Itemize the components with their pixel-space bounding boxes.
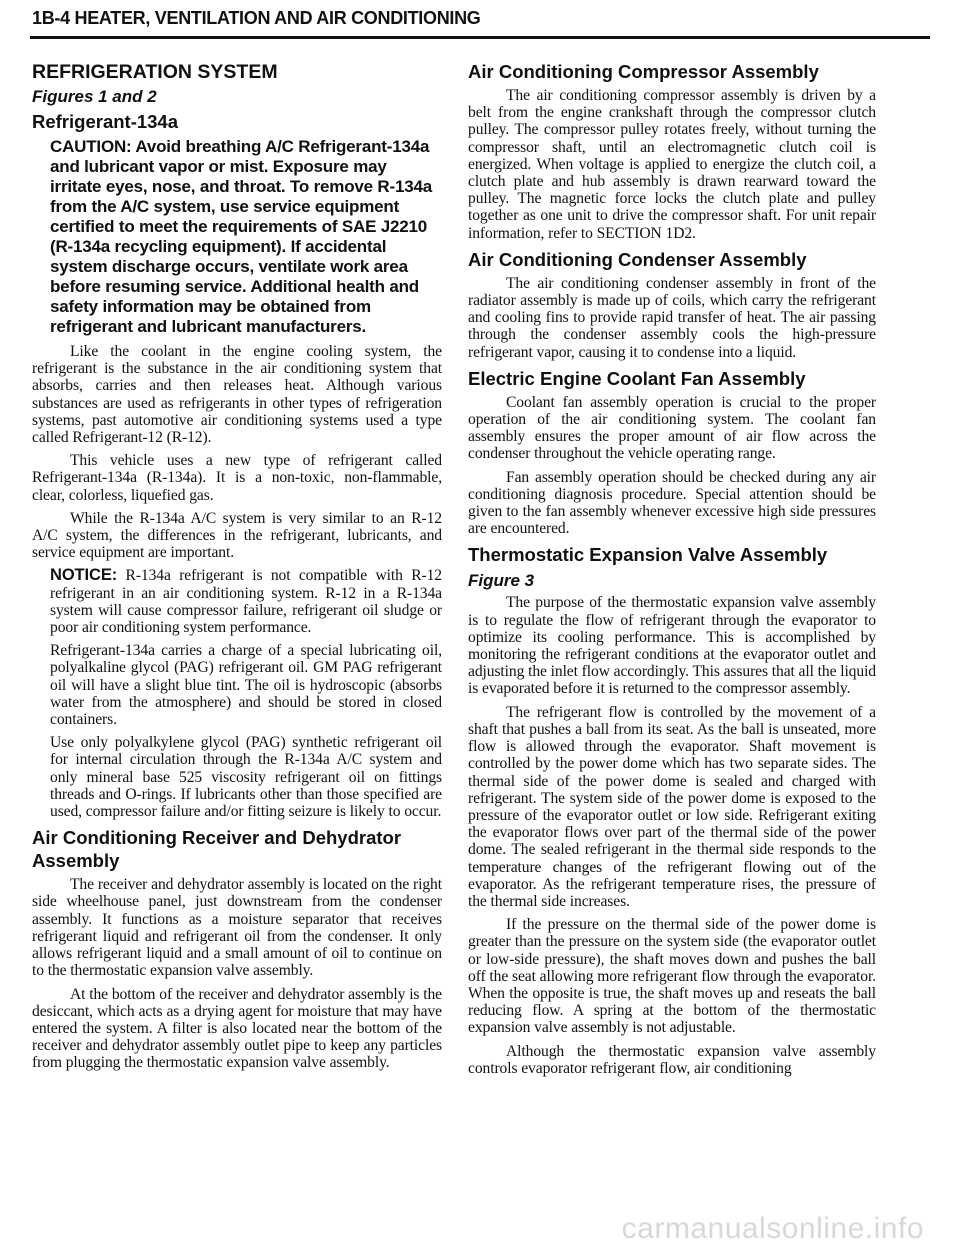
notice-label: NOTICE:: [50, 566, 118, 585]
paragraph-condenser: The air conditioning condenser assembly in front of the radiator assembly is made up of coils, which carry the refrigerant and cooling fins to provide rapid transfer of heat. The air passing through the condenser assembly cools the high-pressure refrigerant vapor, causing it to condense into a liquid.: [468, 274, 876, 361]
right-column: [468, 60, 876, 1083]
subsection-title-refrigerant-134a: Refrigerant-134a: [32, 111, 179, 132]
paragraph-pag-oil: Refrigerant-134a carries a charge of a special lubricating oil, polyalkaline glycol (PAG) refrigerant oil. GM PAG refrigerant oil will have a slight blue tint. The oil is hydroscopic (absorbs water from the atmosphere) and should be stored in closed containers.: [50, 642, 442, 729]
figure-3-reference: Figure 3: [468, 571, 535, 591]
paragraph-fan-check: Fan assembly operation should be checked during any air conditioning diagnosis procedure. Special attention should be given to the fan assembly whenever excessive high side pressures are encountered.: [468, 468, 876, 538]
paragraph-fan-operation: Coolant fan assembly operation is crucial to the proper operation of the air conditioning system. The coolant fan assembly ensures the proper amount of air flow across the condenser throughout the vehicle operating range.: [468, 393, 876, 463]
page-header-title: 1B-4 HEATER, VENTILATION AND AIR CONDITIONING: [32, 8, 481, 28]
section-title-compressor: Air Conditioning Compressor Assembly: [468, 61, 819, 82]
notice-paragraph: [50, 567, 442, 636]
paragraph-oil-usage: Use only polyalkylene glycol (PAG) synthetic refrigerant oil for internal circulation through the R-134a A/C system and only mineral base 525 viscosity refrigerant oil on fittings threads and O-rings. If lubricants other than those specified are used, compressor failure and/or fitting seizure is likely to occur.: [50, 734, 442, 821]
paragraph-refrigerant-intro: Like the coolant in the engine cooling system, the refrigerant is the substance in the air conditioning system that absorbs, carries and then releases heat. Although various substances are used as refrigerants in other types of refrigeration systems, past automotive air conditioning systems used a type called Refrigerant-12 (R-12).: [32, 343, 442, 447]
section-title-receiver-dehydrator: Air Conditioning Receiver and Dehydrator Assembly: [32, 827, 402, 872]
paragraph-valve-control: Although the thermostatic expansion valve assembly controls evaporator refrigerant flow, air conditioning: [468, 1042, 876, 1077]
notice-text: R-134a refrigerant is not compatible with R-12 refrigerant in an air conditioning system. R-12 in a R-134a system will cause compressor failure, refrigerant oil sludge or poor air conditioning system performance.: [50, 567, 442, 637]
figures-reference: Figures 1 and 2: [32, 87, 157, 106]
section-title-expansion-valve: Thermostatic Expansion Valve Assembly: [468, 544, 828, 566]
section-title-refrigeration-system: REFRIGERATION SYSTEM: [32, 61, 278, 83]
paragraph-compressor: The air conditioning compressor assembly is driven by a belt from the engine crankshaft through the compressor clutch pulley. The compressor pulley rotates freely, without turning the compressor shaft, until an electromagnetic clutch coil is energized. When voltage is applied to energize the clutch coil, a clutch plate and hub assembly is drawn rearward toward the pulley. The magnetic force locks the clutch plate and pulley together as one unit to drive the compressor shaft. For unit repair information, refer to SECTION 1D2.: [468, 87, 876, 242]
paragraph-valve-pressure: If the pressure on the thermal side of the power dome is greater than the pressure on the system side (the evaporator outlet or low-side pressure), the shaft moves down and pushes the ball off the seat allowing more refrigerant flow through the evaporator. When the opposite is true, the shaft moves up and reseats the ball reducing flow. A spring at the bottom of the thermostatic expansion valve assembly is not adjustable.: [468, 916, 876, 1037]
watermark-text: carmanualsonline.info: [621, 1212, 924, 1245]
section-title-condenser: Air Conditioning Condenser Assembly: [468, 248, 807, 270]
section-title-coolant-fan: Electric Engine Coolant Fan Assembly: [468, 367, 806, 389]
caution-notice: CAUTION: Avoid breathing A/C Refrigerant-134a and lubricant vapor or mist. Exposure may irritate eyes, nose, and throat. To remove R-134a from the A/C system, use service equipment certified to meet the requirements of SAE J2210 (R-134a recycling equipment). If accidental system discharge occurs, ventilate work area before resuming service. Additional health and safety information may be obtained from refrigerant and lubricant manufacturers.: [50, 137, 432, 336]
paragraph-valve-shaft: The refrigerant flow is controlled by the movement of a shaft that pushes a ball from its seat. As the ball is unseated, more flow is allowed through the evaporator. Shaft movement is controlled by the power dome which has two separate sides. The thermal side of the power dome is sealed and charged with refrigerant. The system side of the power dome is exposed to the pressure of the evaporator outlet or low side. Refrigerant exiting the evaporator flows over part of the thermal side of the power dome. The sealed refrigerant in the thermal side responds to the temperature changes of the refrigerant flowing out of the evaporator. As the refrigerant temperature rises, the pressure of the thermal side increases.: [468, 703, 876, 910]
paragraph-receiver-location: The receiver and dehydrator assembly is located on the right side wheelhouse panel, just downstream from the condenser assembly. It functions as a moisture separator that receives refrigerant liquid and refrigerant oil from the condenser. It only allows refrigerant liquid and a small amount of oil to continue on to the thermostatic expansion valve assembly.: [32, 876, 442, 980]
paragraph-valve-purpose: The purpose of the thermostatic expansion valve assembly is to regulate the flow of refrigerant through the evaporator to optimize its cooling performance. This is accomplished by monitoring the refrigerant conditions at the evaporator outlet and adjusting the inlet flow accordingly. This assures that all the liquid is evaporated before it is returned to the compressor assembly.: [468, 594, 876, 698]
page-header: [30, 6, 930, 39]
paragraph-receiver-desiccant: At the bottom of the receiver and dehydrator assembly is the desiccant, which acts as a drying agent for moisture that may have entered the system. A filter is also located near the bottom of the receiver and dehydrator assembly outlet pipe to keep any particles from plugging the thermostatic expansion valve assembly.: [32, 985, 442, 1072]
paragraph-r134a-description: This vehicle uses a new type of refrigerant called Refrigerant-134a (R-134a). It is a non-toxic, non-flammable, clear, colorless, liquefied gas.: [32, 452, 442, 504]
paragraph-r12-comparison: While the R-134a A/C system is very similar to an R-12 A/C system, the differences in the refrigerant, lubricants, and service equipment are important.: [32, 509, 442, 562]
left-column: [32, 60, 442, 1078]
